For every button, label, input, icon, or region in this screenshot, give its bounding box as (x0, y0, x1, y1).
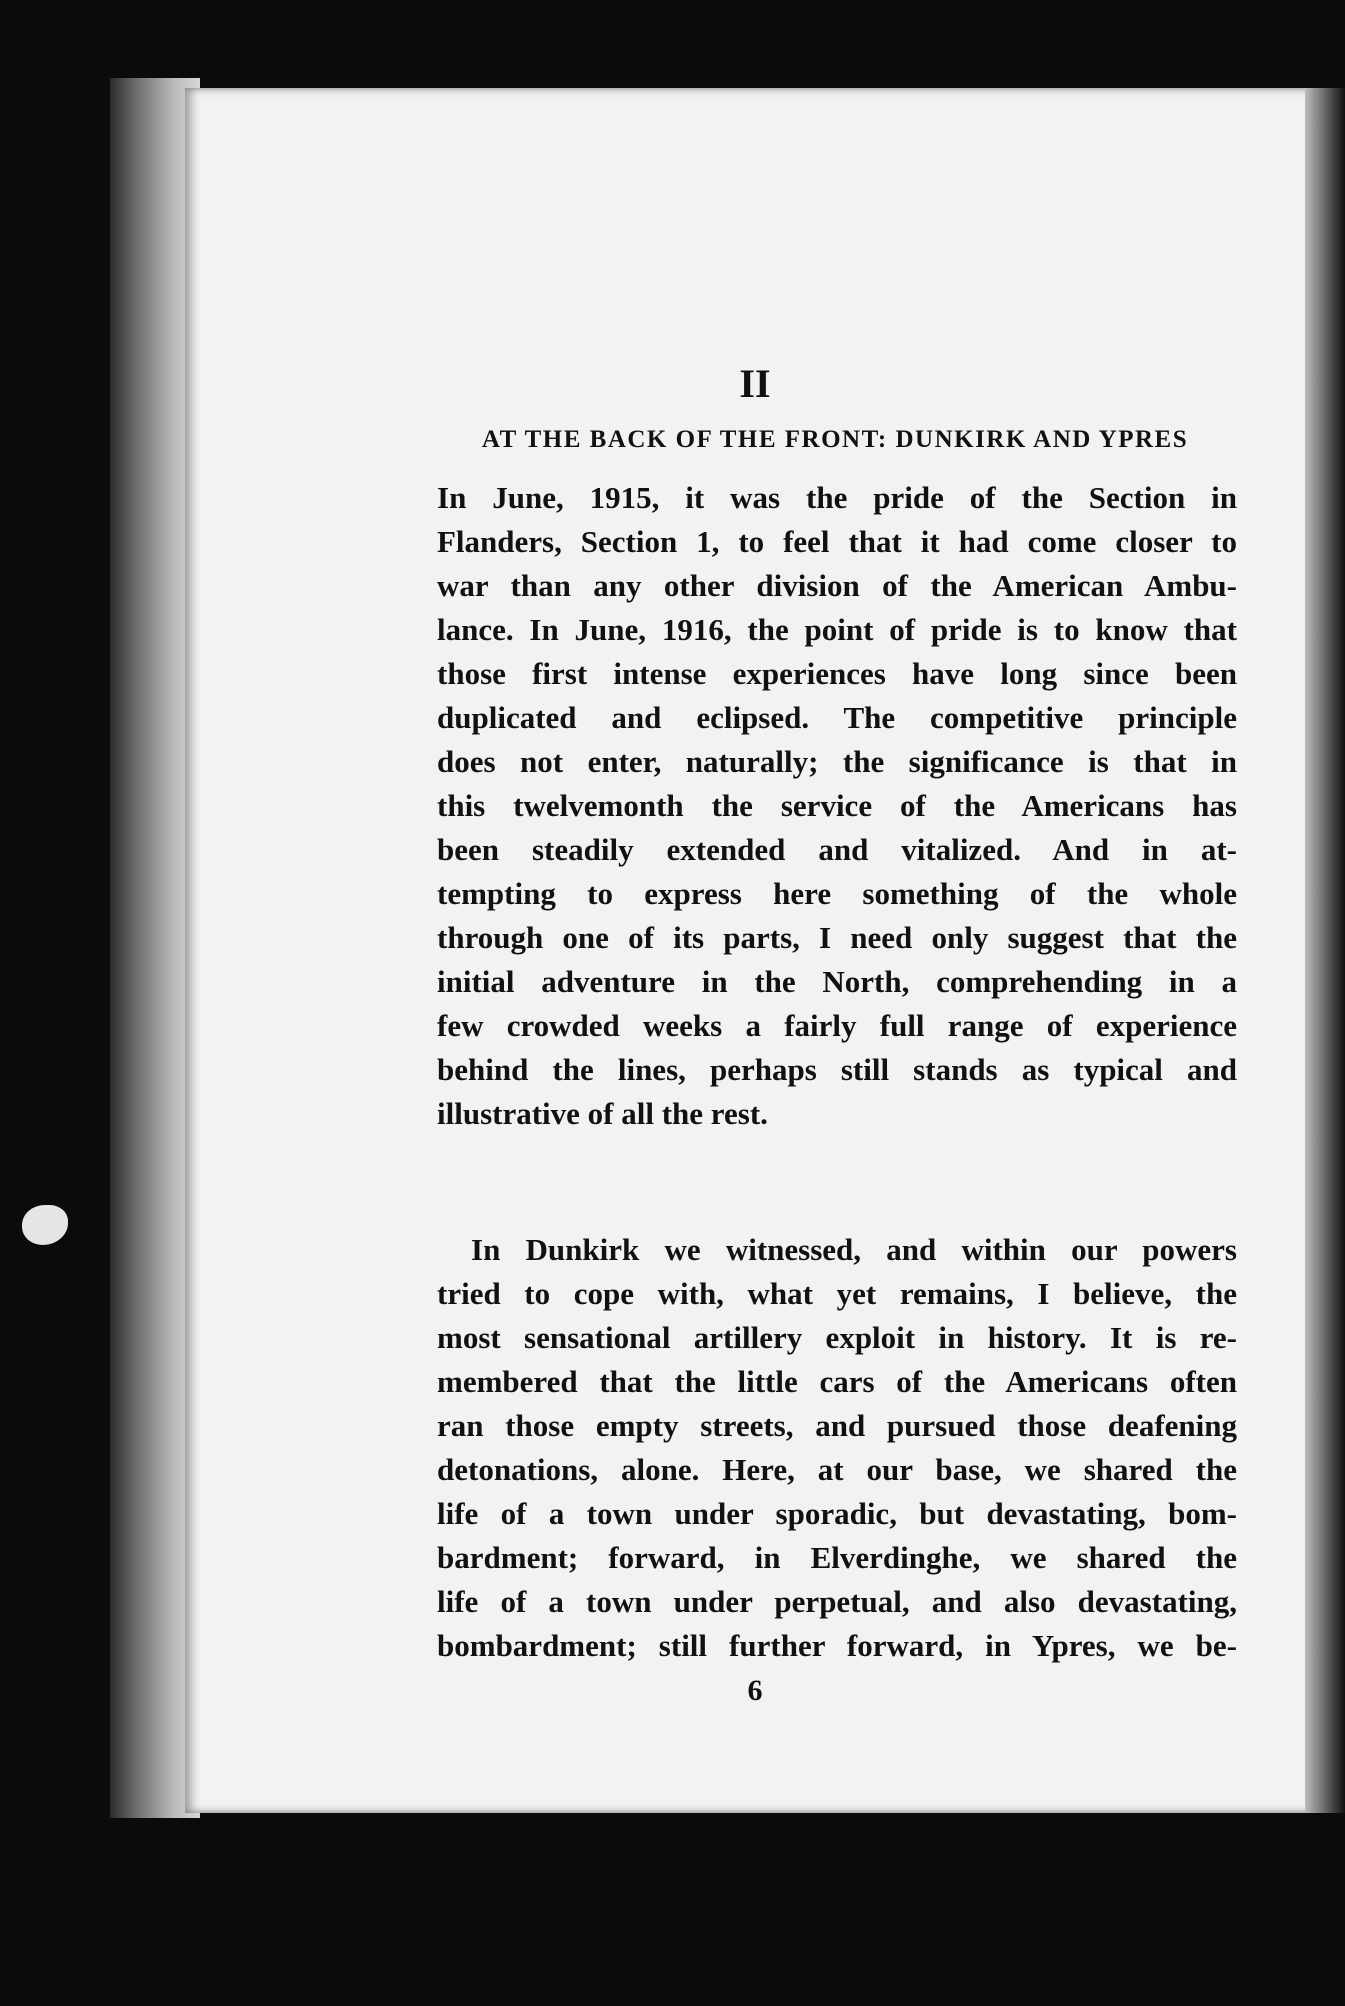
chapter-number: II (739, 361, 771, 406)
paragraph-2 (437, 1228, 1237, 1668)
text-line: behind the lines, perhaps still stands as typical and (437, 1052, 1237, 1087)
book-page (185, 88, 1325, 1813)
text-line: through one of its parts, I need only suggest that the (437, 920, 1237, 955)
text-line: illustrative of all the rest. (437, 1096, 768, 1131)
text-line: initial adventure in the North, comprehending in a (437, 964, 1237, 999)
text-line: Flanders, Section 1, to feel that it had come closer to (437, 524, 1237, 559)
text-line: tempting to express here something of the whole (437, 876, 1237, 911)
text-line: bardment; forward, in Elverdinghe, we shared the (437, 1540, 1237, 1575)
text-line: detonations, alone. Here, at our base, we shared the (437, 1452, 1237, 1487)
text-line: membered that the little cars of the Americans often (437, 1364, 1237, 1399)
text-line: most sensational artillery exploit in history. It is re- (437, 1320, 1237, 1355)
text-line: been steadily extended and vitalized. And in at- (437, 832, 1237, 867)
text-line: war than any other division of the American Ambu- (437, 568, 1237, 603)
text-line: In Dunkirk we witnessed, and within our powers (471, 1232, 1237, 1267)
text-line: does not enter, naturally; the significance is that in (437, 744, 1237, 779)
page-edge-shadow (1305, 88, 1345, 1813)
text-line: tried to cope with, what yet remains, I believe, the (437, 1276, 1237, 1311)
text-line: duplicated and eclipsed. The competitive principle (437, 700, 1237, 735)
text-line: In June, 1915, it was the pride of the Section in (437, 480, 1237, 515)
paragraph-1 (437, 476, 1237, 1136)
chapter-title: AT THE BACK OF THE FRONT: DUNKIRK AND YPRES (481, 426, 1189, 453)
text-line: lance. In June, 1916, the point of pride is to know that (437, 612, 1237, 647)
text-line: bombardment; still further forward, in Ypres, we be- (437, 1628, 1237, 1663)
text-line: those first intense experiences have long since been (437, 656, 1237, 691)
scan-speck (22, 1205, 68, 1245)
text-line: this twelvemonth the service of the Americans has (437, 788, 1237, 823)
text-line: life of a town under perpetual, and also devastating, (437, 1584, 1237, 1619)
page-number: 6 (747, 1674, 763, 1707)
text-line: life of a town under sporadic, but devastating, bom- (437, 1496, 1237, 1531)
text-line: ran those empty streets, and pursued those deafening (437, 1408, 1237, 1443)
text-line: few crowded weeks a fairly full range of experience (437, 1008, 1237, 1043)
